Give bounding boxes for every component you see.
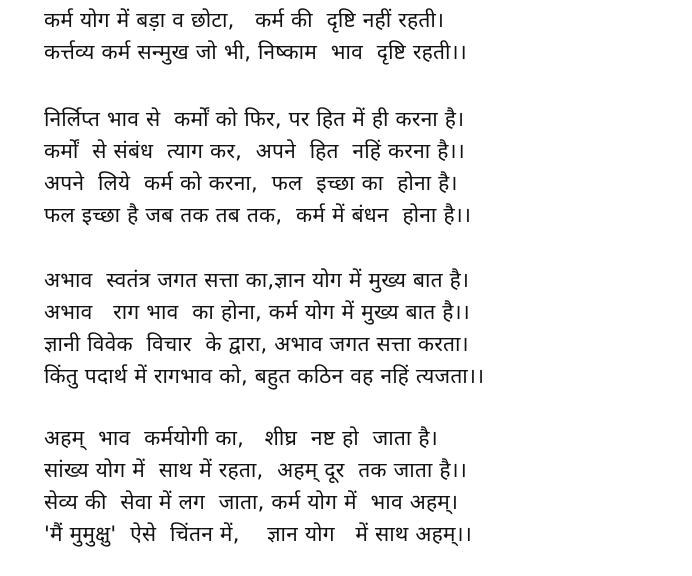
verse-line: कर्त्तव्य कर्म सन्मुख जो भी, निष्काम भाव दृष्टि रहती।। [44,40,467,64]
stanza-4 [44,422,684,550]
verse-line: 'मैं मुमुक्षु' ऐसे चिंतन में, ज्ञान योग में साथ अहम्।। [44,522,473,546]
stanza-3 [44,264,684,392]
verse-line: निर्लिप्त भाव से कर्मों को फिर, पर हित में ही करना है। [44,107,465,131]
verse-line: किंतु पदार्थ में रागभाव को, बहुत कठिन वह नहिं त्यजता।। [44,364,485,388]
verse-line: अभाव राग भाव का होना, कर्म योग में मुख्य बात है।। [44,300,470,324]
verse-line: अहम् भाव कर्मयोगी का, शीघ्र नष्ट हो जाता है। [44,426,438,450]
verse-line: कर्मों से संबंध त्याग कर, अपने हित नहिं करना है।। [44,139,465,163]
verse-line: कर्म योग में बड़ा व छोटा, कर्म की दृष्टि नहीं रहती। [44,8,445,32]
verse-line: ज्ञानी विवेक विचार के द्वारा, अभाव जगत सत्ता करता। [44,332,469,356]
verse-line: फल इच्छा है जब तक तब तक, कर्म में बंधन होना है।। [44,203,472,227]
verse-line: सेव्य की सेवा में लग जाता, कर्म योग में भाव अहम्। [44,490,459,514]
verse-line: सांख्य योग में साथ में रहता, अहम् दूर तक जाता है।। [44,458,468,482]
verse-line: अभाव स्वतंत्र जगत सत्ता का,ज्ञान योग में मुख्य बात है। [44,268,470,292]
stanza-1 [44,4,684,68]
stanza-2 [44,103,684,231]
verse-line: अपने लिये कर्म को करना, फल इच्छा का होना है। [44,171,458,195]
